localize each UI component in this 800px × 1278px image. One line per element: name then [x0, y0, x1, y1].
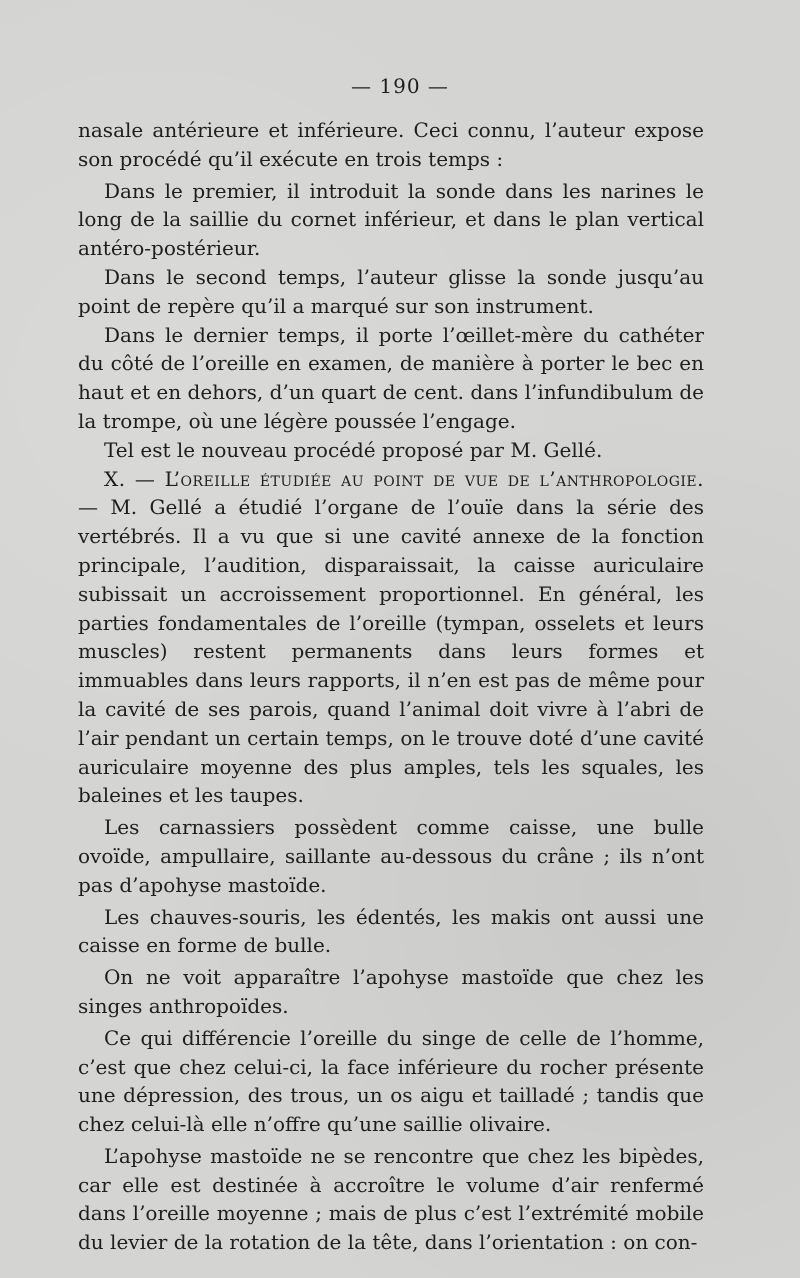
paragraph-10: Ce qui différencie l’oreille du singe de celle de l’homme, c’est que chez celui-ci, la face inférieure du rocher présente une dépression, des trous, un os aigu et tailladé ; tandis que chez celui-là elle n’offre qu’une saillie olivaire.	[78, 1025, 704, 1137]
paragraph-6	[78, 465, 704, 811]
paragraph-3: Dans le second temps, l’auteur glisse la sonde jusqu’au point de repère qu’il a marqué sur son instrument.	[78, 264, 704, 318]
paragraph-7: Les carnassiers possèdent comme caisse, une bulle ovoïde, ampullaire, saillante au-dessous du crâne ; ils n’ont pas d’apohyse mastoïde.	[78, 815, 704, 897]
paragraph-6-text: — M. Gellé a étudié l’organe de l’ouïe dans la série des vertébrés. Il a vu que si une cavité annexe de la fonction principale, l’audition, disparaissait, la caisse auriculaire subissait un accroissement proportionnel. En général, les parties fondamentales de l’oreille (tympan, osselets et leurs muscles) restent permanents dans leurs formes et immuables dans leurs rapports, il n’en est pas de même pour la cavité de ses parois, quand l’animal doit vivre à l’abri de l’air pendant un certain temps, on le trouve doté d’une cavité auriculaire moyenne des plus amples, tels les squales, les baleines et les taupes.	[78, 495, 704, 808]
section-heading: X. — L’oreille étudiée au point de vue de l’anthropologie.	[104, 466, 704, 491]
paragraph-11: L’apohyse mastoïde ne se rencontre que chez les bipèdes, car elle est destinée à accroître le volume d’air renfermé dans l’oreille moyenne ; mais de plus c’est l’extrémité mobile du levier de la rotation de la tête, dans l’orientation : on con-	[78, 1143, 704, 1255]
paragraph-9: On ne voit apparaître l’apohyse mastoïde que chez les singes anthropoïdes.	[78, 965, 704, 1018]
paragraph-4: Dans le dernier temps, il porte l’œillet-mère du cathéter du côté de l’oreille en examen, de manière à porter le bec en haut et en dehors, d’un quart de cent. dans l’infundibulum de la trompe, où une légère poussée l’engage.	[78, 322, 704, 433]
body-text	[78, 116, 704, 1257]
page-number: — 190 —	[351, 74, 449, 98]
paragraph-8: Les chauves-souris, les édentés, les makis ont aussi une caisse en forme de bulle.	[78, 904, 704, 958]
paragraph-5: Tel est le nouveau procédé proposé par M. Gellé.	[104, 437, 603, 462]
paragraph-1: nasale antérieure et inférieure. Ceci connu, l’auteur expose son procédé qu’il exécute en trois temps :	[78, 118, 704, 171]
paragraph-2: Dans le premier, il introduit la sonde dans les narines le long de la saillie du cornet inférieur, et dans le plan vertical antéro-postérieur.	[78, 178, 704, 261]
